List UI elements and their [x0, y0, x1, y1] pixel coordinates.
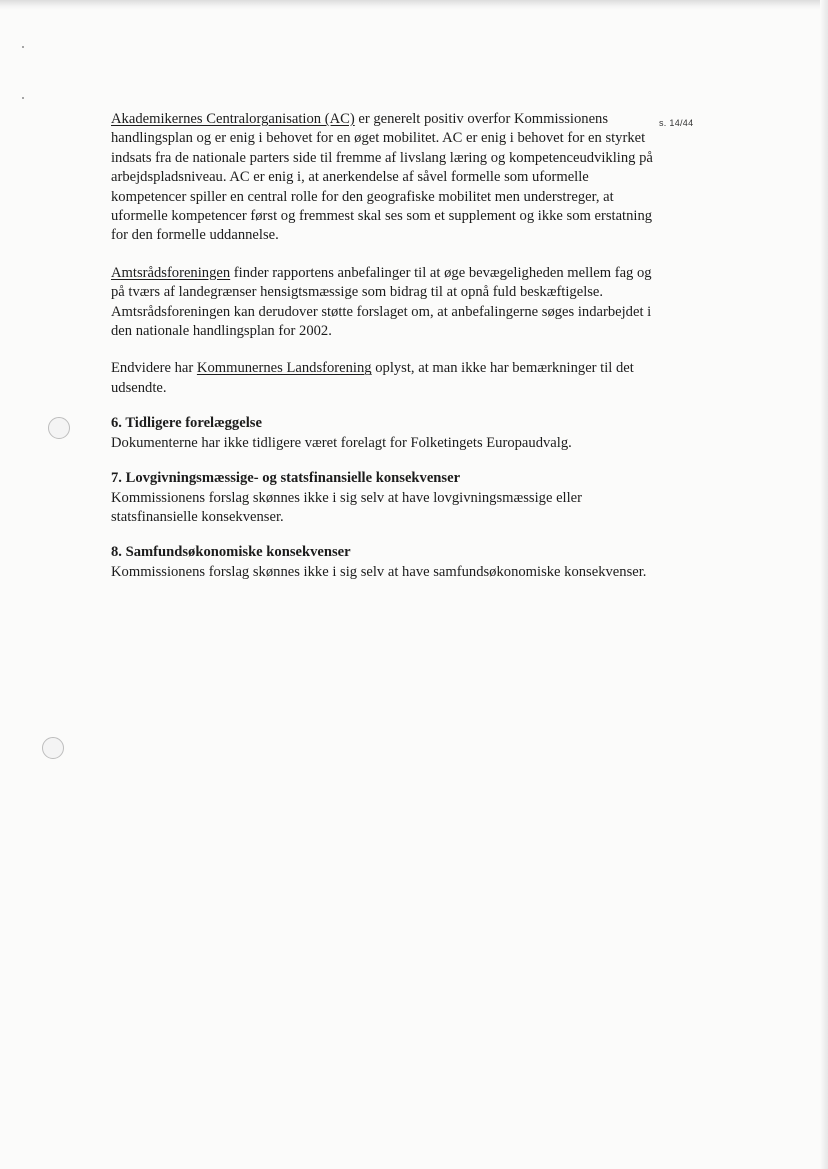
- scan-speck: [22, 46, 24, 48]
- paragraph-kl-text: oplyst, at man ikke har bemærkninger til det udsendte.: [111, 360, 634, 396]
- section-body-8: Kommissionens forslag skønnes ikke i sig selv at have samfundsøkonomiske konsekvenser.: [111, 563, 647, 580]
- page-reference: s. 14/44: [659, 118, 694, 128]
- org-name-kl: Kommunernes Landsforening: [196, 360, 372, 377]
- section-heading-6: 6. Tidligere forelæggelse: [111, 415, 262, 432]
- scan-top-edge: [0, 0, 828, 10]
- scan-right-edge: [820, 0, 828, 1169]
- org-name-ac: Akademikernes Centralorganisation (AC): [111, 111, 355, 127]
- punch-hole-lower: [42, 737, 64, 759]
- section-body-7: Kommissionens forslag skønnes ikke i sig selv at have lovgivningsmæssige eller statsfinansielle konsekvenser.: [111, 489, 583, 525]
- paragraph-amtsraad-text: finder rapportens anbefalinger til at øge bevægeligheden mellem fag og på tværs af landegrænser hensigtsmæssige som bidrag til at opnå fuld beskæftigelse. Amtsrådsforeningen kan derudover støtte forslaget om, at anbefalingerne søges indarbejdet i den nationale handlingsplan for 2002.: [111, 264, 652, 340]
- paragraph-kl: [111, 359, 659, 398]
- document-body: [111, 110, 659, 582]
- punch-hole-upper: [48, 417, 70, 439]
- paragraph-ac-text: er generelt positiv overfor Kommissionens handlingsplan og er enig i behovet for en øget mobilitet. AC er enig i behovet for en styrket indsats fra de nationale parters side til fremme af livslang læring og kompetenceudvikling på arbejdspladsniveau. AC er enig i, at anerkendelse af såvel formelle som uformelle kompetencer spiller en central rolle for den geografiske mobilitet men understreger, at uformelle kompetencer først og fremmest skal ses som et supplement og ikke som erstatning for den formelle uddannelse.: [111, 111, 653, 244]
- org-name-amtsraad: Amtsrådsforeningen: [111, 264, 231, 281]
- paragraph-kl-prefix: Endvidere har: [111, 360, 197, 377]
- paragraph-ac: [111, 110, 659, 246]
- section-body-6: Dokumenterne har ikke tidligere været forelagt for Folketingets Europaudvalg.: [111, 434, 572, 451]
- section-heading-7: 7. Lovgivningsmæssige- og statsfinansielle konsekvenser: [111, 470, 461, 487]
- section-heading-8: 8. Samfundsøkonomiske konsekvenser: [111, 544, 351, 561]
- paragraph-amtsraad: [111, 264, 659, 342]
- scan-speck: [22, 97, 24, 99]
